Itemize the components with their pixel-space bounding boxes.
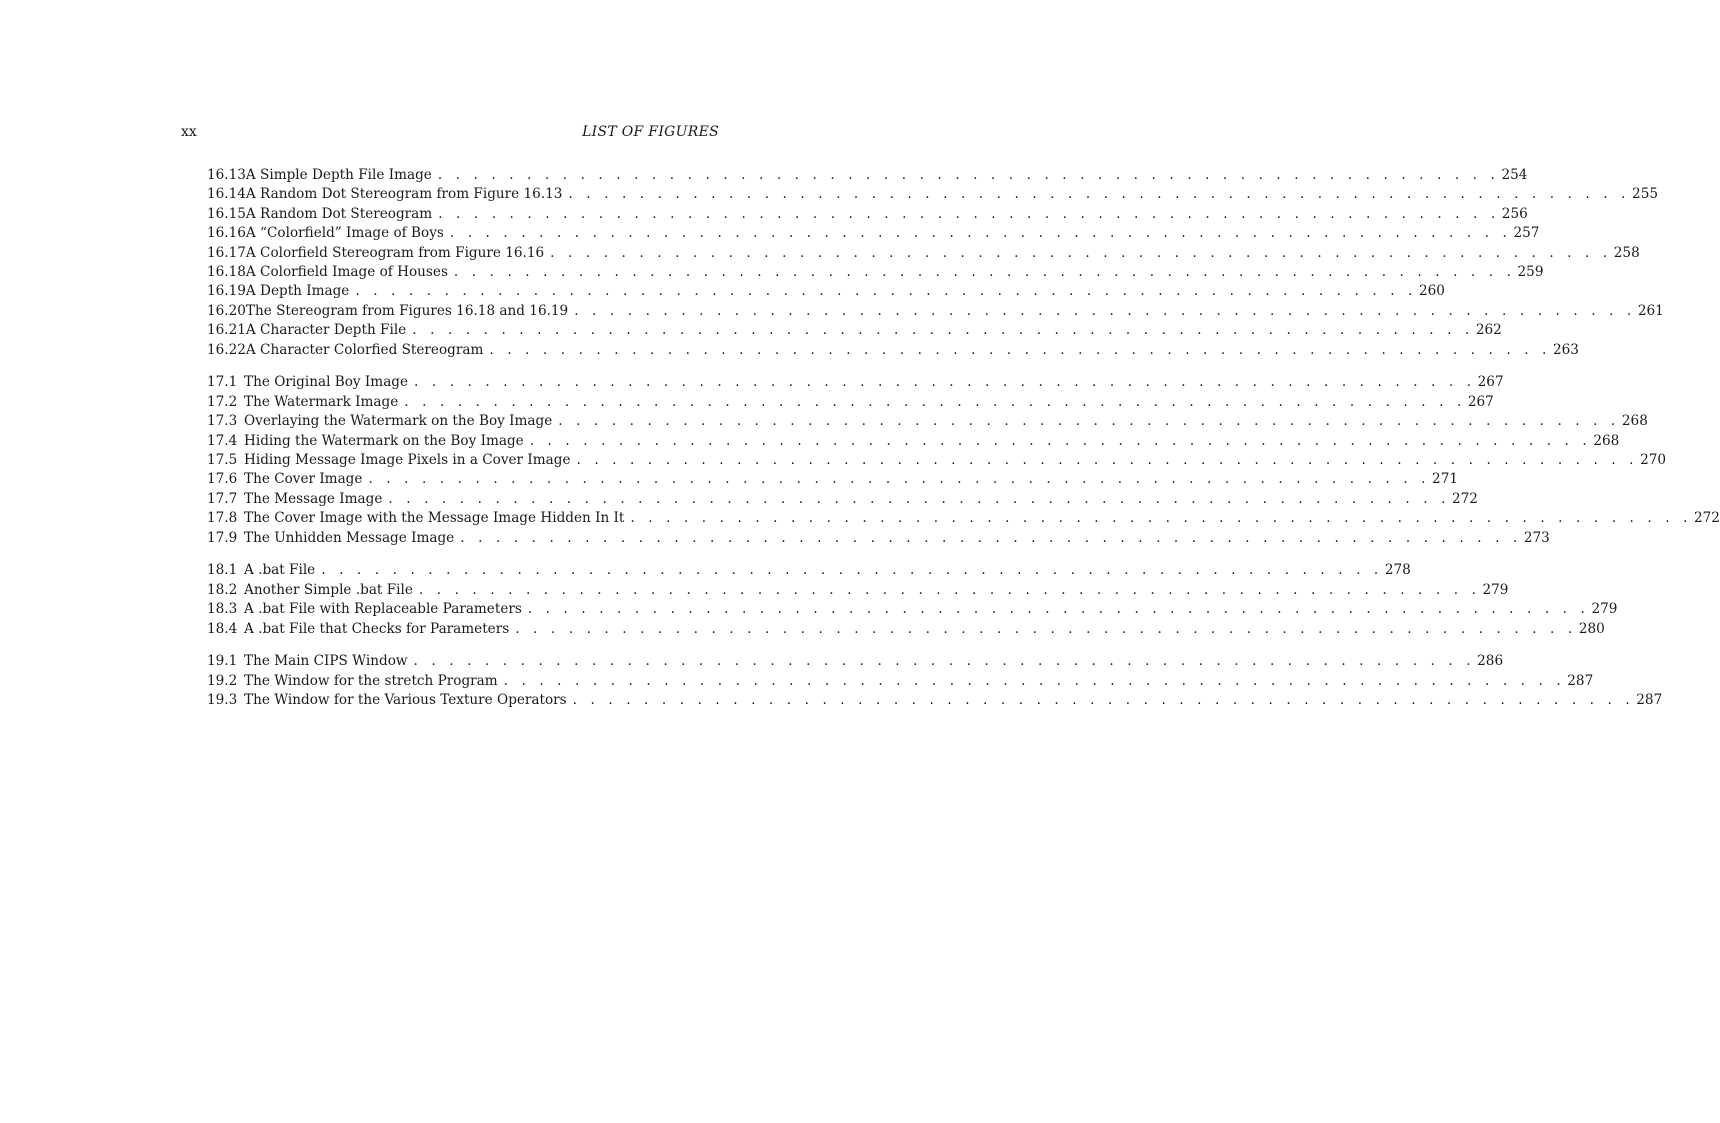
figure-caption: The Unhidden Message Image [244,529,455,546]
list-item [207,205,1528,224]
list-item [207,341,1579,360]
figure-caption: A .bat File [244,562,316,579]
figure-page-number: 254 [1501,167,1528,183]
dot-leader: . . . . . . . . . . . . . . . . . . . . . . . . . . . . . . . . . . . . . . . . . . . . . . . . . . . . . . . . . . . . [412,322,1474,339]
figure-caption: A .bat File with Replaceable Parameters [244,601,522,618]
figure-page-number: 286 [1477,653,1504,670]
figure-page-number: 271 [1432,471,1458,488]
dot-leader: . . . . . . . . . . . . . . . . . . . . . . . . . . . . . . . . . . . . . . . . . . . . . . . . . . . . . . . . . . . . [388,490,1450,507]
figure-number: 17.5 [207,451,238,468]
figure-caption: A Depth Image [245,283,350,300]
figure-page-number: 287 [1567,672,1594,689]
figure-page-number: 262 [1475,322,1502,339]
list-item [207,561,1411,580]
list-item [207,373,1504,392]
figure-caption: Another Simple .bat File [244,581,413,598]
list-item [207,451,1667,470]
list-item [207,282,1445,301]
figure-caption: The Cover Image [244,471,363,488]
figure-page-number: 280 [1578,620,1605,637]
dot-leader: . . . . . . . . . . . . . . . . . . . . . . . . . . . . . . . . . . . . . . . . . . . . . . . . . . . . . . . . . . . . [529,432,1592,449]
figure-page-number: 258 [1613,244,1640,261]
list-item [207,509,1720,528]
figure-caption: A Random Dot Stereogram [245,205,433,222]
figure-caption: The Message Image [244,490,383,507]
figure-page-number: 256 [1501,205,1528,222]
list-item [207,600,1618,619]
figure-caption: Overlaying the Watermark on the Boy Image [244,413,553,430]
dot-leader: . . . . . . . . . . . . . . . . . . . . . . . . . . . . . . . . . . . . . . . . . . . . . . . . . . . . . . . . . . . . [568,186,1631,203]
dot-leader: . . . . . . . . . . . . . . . . . . . . . . . . . . . . . . . . . . . . . . . . . . . . . . . . . . . . . . . . . . . . [355,283,1417,300]
dot-leader: . . . . . . . . . . . . . . . . . . . . . . . . . . . . . . . . . . . . . . . . . . . . . . . . . . . . . . . . . . . . [576,451,1639,468]
figure-group [207,561,1618,639]
figure-caption: Hiding Message Image Pixels in a Cover Image [244,451,571,468]
list-item [207,620,1605,639]
figure-caption: A Colorfield Image of Houses [245,263,448,280]
list-item [207,185,1658,204]
figure-page-number: 267 [1467,393,1494,410]
list-item [207,412,1648,431]
figure-number: 16.14 [207,186,246,203]
list-item [207,393,1494,412]
dot-leader: . . . . . . . . . . . . . . . . . . . . . . . . . . . . . . . . . . . . . . . . . . . . . . . . . . . . . . . . . . . . [453,263,1516,280]
figure-caption: A Colorfield Stereogram from Figure 16.16 [245,244,545,261]
list-item [207,224,1540,243]
dot-leader: . . . . . . . . . . . . . . . . . . . . . . . . . . . . . . . . . . . . . . . . . . . . . . . . . . . . . . . . . . . . [460,529,1522,546]
figure-page-number: 279 [1591,601,1618,618]
figure-number: 16.17 [207,244,246,261]
figure-number: 16.20 [207,302,246,319]
figure-caption: A “Colorfield” Image of Boys [245,225,444,242]
figure-caption: A Random Dot Stereogram from Figure 16.13 [245,186,563,203]
figure-caption: Hiding the Watermark on the Boy Image [244,432,524,449]
figure-number: 16.15 [207,205,246,222]
figure-number: 17.9 [207,529,238,546]
list-of-figures [207,166,1720,711]
dot-leader: . . . . . . . . . . . . . . . . . . . . . . . . . . . . . . . . . . . . . . . . . . . . . . . . . . . . . . . . . . . . [404,393,1466,410]
figure-number: 17.7 [207,490,238,507]
dot-leader: . . . . . . . . . . . . . . . . . . . . . . . . . . . . . . . . . . . . . . . . . . . . . . . . . . . . . . . . . . . . [414,374,1476,391]
figure-page-number: 268 [1621,413,1648,430]
figure-group [207,652,1663,710]
figure-caption: The Stereogram from Figures 16.18 and 16.19 [245,302,569,319]
figure-number: 16.21 [207,322,246,339]
figure-group [207,166,1664,360]
list-item [207,432,1620,451]
list-item [207,529,1550,548]
figure-number: 16.13 [207,167,246,183]
figure-caption: The Cover Image with the Message Image Hidden In It [244,510,625,527]
figure-caption: A .bat File that Checks for Parameters [244,620,510,637]
list-item [207,652,1504,671]
figure-page-number: 272 [1694,510,1720,527]
figure-number: 17.1 [207,374,238,391]
running-head [181,124,719,144]
dot-leader: . . . . . . . . . . . . . . . . . . . . . . . . . . . . . . . . . . . . . . . . . . . . . . . . . . . . . . . . . . . . [574,302,1636,319]
figure-page-number: 273 [1523,529,1550,546]
figure-caption: A Character Colorfied Stereogram [245,341,484,358]
dot-leader: . . . . . . . . . . . . . . . . . . . . . . . . . . . . . . . . . . . . . . . . . . . . . . . . . . . . . . . . . . . . [449,225,1512,242]
dot-leader: . . . . . . . . . . . . . . . . . . . . . . . . . . . . . . . . . . . . . . . . . . . . . . . . . . . . . . . . . . . . [437,167,1500,183]
list-item [207,263,1544,282]
figure-page-number: 272 [1452,490,1478,507]
running-title: LIST OF FIGURES [582,124,719,140]
list-item [207,581,1509,600]
figure-caption: The Watermark Image [244,393,399,410]
list-item [207,321,1502,340]
figure-page-number: 268 [1593,432,1620,449]
figure-page-number: 270 [1640,451,1667,468]
list-item [207,672,1594,691]
list-item [207,302,1664,321]
dot-leader: . . . . . . . . . . . . . . . . . . . . . . . . . . . . . . . . . . . . . . . . . . . . . . . . . . . . . . . . . . . . [368,471,1431,488]
figure-caption: The Main CIPS Window [244,653,408,670]
list-item [207,470,1458,489]
dot-leader: . . . . . . . . . . . . . . . . . . . . . . . . . . . . . . . . . . . . . . . . . . . . . . . . . . . . . . . . . . . . [630,510,1692,527]
dot-leader: . . . . . . . . . . . . . . . . . . . . . . . . . . . . . . . . . . . . . . . . . . . . . . . . . . . . . . . . . . . . [321,562,1383,579]
figure-number: 17.2 [207,393,238,410]
figure-number: 18.4 [207,620,238,637]
page-number: xx [181,124,197,140]
list-item [207,691,1663,710]
figure-number: 18.1 [207,562,238,579]
dot-leader: . . . . . . . . . . . . . . . . . . . . . . . . . . . . . . . . . . . . . . . . . . . . . . . . . . . . . . . . . . . . [515,620,1577,637]
figure-number: 16.16 [207,225,246,242]
dot-leader: . . . . . . . . . . . . . . . . . . . . . . . . . . . . . . . . . . . . . . . . . . . . . . . . . . . . . . . . . . . . [558,413,1620,430]
list-item [207,166,1528,185]
figure-number: 19.1 [207,653,238,670]
list-item [207,244,1640,263]
figure-page-number: 259 [1517,263,1544,280]
figure-caption: A Simple Depth File Image [245,167,432,183]
list-item [207,490,1478,509]
figure-number: 16.22 [207,341,246,358]
figure-page-number: 257 [1513,225,1540,242]
figure-page-number: 279 [1482,581,1509,598]
dot-leader: . . . . . . . . . . . . . . . . . . . . . . . . . . . . . . . . . . . . . . . . . . . . . . . . . . . . . . . . . . . . [418,581,1481,598]
figure-caption: The Window for the Various Texture Operators [244,692,567,709]
figure-page-number: 255 [1632,186,1658,203]
figure-number: 17.4 [207,432,238,449]
figure-page-number: 261 [1637,302,1664,319]
figure-page-number: 287 [1636,692,1663,709]
dot-leader: . . . . . . . . . . . . . . . . . . . . . . . . . . . . . . . . . . . . . . . . . . . . . . . . . . . . . . . . . . . . [503,672,1566,689]
figure-number: 19.3 [207,692,238,709]
figure-number: 17.6 [207,471,238,488]
figure-page-number: 263 [1552,341,1579,358]
figure-page-number: 278 [1384,562,1411,579]
dot-leader: . . . . . . . . . . . . . . . . . . . . . . . . . . . . . . . . . . . . . . . . . . . . . . . . . . . . . . . . . . . . [572,692,1635,709]
figure-group [207,373,1720,548]
figure-caption: The Window for the stretch Program [244,672,498,689]
dot-leader: . . . . . . . . . . . . . . . . . . . . . . . . . . . . . . . . . . . . . . . . . . . . . . . . . . . . . . . . . . . . [550,244,1612,261]
figure-number: 18.2 [207,581,238,598]
figure-caption: A Character Depth File [245,322,407,339]
figure-caption: The Original Boy Image [244,374,409,391]
figure-number: 17.8 [207,510,238,527]
figure-number: 19.2 [207,672,238,689]
figure-number: 18.3 [207,601,238,618]
figure-page-number: 267 [1477,374,1504,391]
figure-page-number: 260 [1418,283,1445,300]
figure-number: 16.19 [207,283,246,300]
dot-leader: . . . . . . . . . . . . . . . . . . . . . . . . . . . . . . . . . . . . . . . . . . . . . . . . . . . . . . . . . . . . [438,205,1500,222]
dot-leader: . . . . . . . . . . . . . . . . . . . . . . . . . . . . . . . . . . . . . . . . . . . . . . . . . . . . . . . . . . . . [489,341,1551,358]
dot-leader: . . . . . . . . . . . . . . . . . . . . . . . . . . . . . . . . . . . . . . . . . . . . . . . . . . . . . . . . . . . . [413,653,1476,670]
figure-number: 17.3 [207,413,238,430]
dot-leader: . . . . . . . . . . . . . . . . . . . . . . . . . . . . . . . . . . . . . . . . . . . . . . . . . . . . . . . . . . . . [527,601,1590,618]
figure-number: 16.18 [207,263,246,280]
